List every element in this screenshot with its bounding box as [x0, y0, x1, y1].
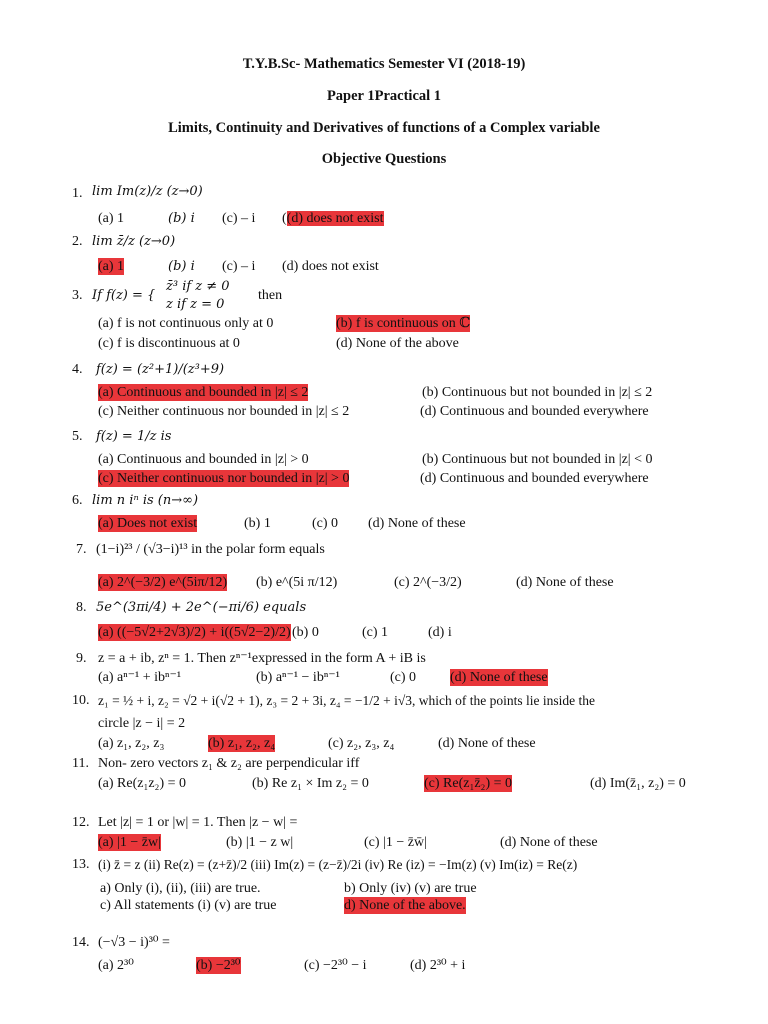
question-number: 12. — [72, 815, 90, 830]
option-b: (b) |1 − z w| — [226, 835, 294, 850]
option-b: b) Only (iv) (v) are true — [344, 881, 477, 896]
option-a: (a) 2³⁰ — [98, 958, 134, 973]
case-one: z̄³ if z ≠ 0 — [166, 279, 230, 294]
question-stem: If f(z) = { — [92, 288, 156, 303]
option-c: (c) 1 — [362, 625, 389, 640]
paper-title: Paper 1Practical 1 — [326, 88, 442, 104]
answer-highlight: (a) Does not exist — [98, 516, 198, 531]
option-b: (b) Re z₁ × Im z₂ = 0 — [252, 776, 369, 791]
option-d: (d) None of these — [500, 835, 598, 850]
option-b: (b) e^(5i π/12) — [256, 575, 338, 590]
answer-highlight: (b) −2³⁰ — [196, 958, 241, 973]
option-c: (c) – i — [222, 259, 256, 274]
question-number: 8. — [76, 600, 87, 615]
question-stem: lim n iⁿ is (n→∞) — [92, 493, 199, 508]
option-b: (b) 0 — [292, 625, 319, 640]
option-b: (b) i — [168, 211, 195, 226]
question-number: 7. — [76, 542, 87, 557]
option-c: (c) Neither continuous nor bounded in |z| ≤ 2 — [98, 404, 350, 419]
answer-highlight: (a) 2^(−3/2) e^(5iπ/12) — [98, 575, 228, 590]
case-two: z if z = 0 — [166, 297, 225, 312]
option-d: (d) does not exist — [282, 259, 379, 274]
option-d: (d) Continuous and bounded everywhere — [420, 471, 649, 486]
answer-highlight: d) None of the above. — [344, 898, 466, 913]
option-a: (a) f is not continuous only at 0 — [98, 316, 274, 331]
question-stem: Non- zero vectors z₁ & z₂ are perpendicular iff — [98, 756, 360, 771]
question-stem: z₁ = ½ + i, z₂ = √2 + i(√2 + 1), z₃ = 2 + 3i, z₄ = −1/2 + i√3, which of the points lie inside the — [98, 693, 595, 708]
topic-title: Limits, Continuity and Derivatives of functions of a Complex variable — [168, 120, 600, 136]
question-number: 6. — [72, 493, 83, 508]
answer-highlight: (d) does not exist — [286, 211, 384, 226]
option-d: (d) Im(z̄₁, z₂) = 0 — [590, 776, 686, 791]
option-c: (c) z₂, z₃, z₄ — [328, 736, 395, 751]
option-c: (c) 0 — [390, 670, 417, 685]
question-number: 2. — [72, 234, 83, 249]
option-c: (c) 0 — [312, 516, 339, 531]
option-a: (a) z₁, z₂, z₃ — [98, 736, 165, 751]
question-number: 3. — [72, 288, 83, 303]
answer-highlight: (d) None of these — [450, 670, 548, 685]
question-number: 4. — [72, 362, 83, 377]
question-stem: (1−i)²³ / (√3−i)¹³ in the polar form equals — [96, 542, 325, 557]
option-d: (d) Continuous and bounded everywhere — [420, 404, 649, 419]
option-c: (c) 2^(−3/2) — [394, 575, 462, 590]
option-d: (d) None of these — [516, 575, 614, 590]
option-b: (b) i — [168, 259, 195, 274]
question-stem: (−√3 − i)³⁰ = — [98, 935, 170, 950]
question-number: 14. — [72, 935, 90, 950]
option-a: a) Only (i), (ii), (iii) are true. — [100, 881, 261, 896]
option-d: (d) i — [428, 625, 452, 640]
option-d: (d) 2³⁰ + i — [410, 958, 466, 973]
question-stem: lim z̄/z (z→0) — [92, 234, 176, 249]
answer-highlight: (a) Continuous and bounded in |z| ≤ 2 — [98, 385, 309, 400]
option-b: (b) aⁿ⁻¹ − ibⁿ⁻¹ — [256, 670, 340, 685]
option-b: (b) Continuous but not bounded in |z| ≤ 2 — [422, 385, 653, 400]
question-stem: (i) z̄ = z (ii) Re(z) = (z+z̄)/2 (iii) Im(z) = (z−z̄)/2i (iv) Re (iz) = −Im(z) (v) Im(iz) = Re(z) — [98, 857, 578, 872]
option-c: (c) |1 − z̄w̄| — [364, 835, 427, 850]
answer-highlight: (a) ((−5√2+2√3)/2) + i((5√2−2)/2) — [98, 625, 291, 640]
option-d: (d) None of these — [438, 736, 536, 751]
option-c: (c) – i — [222, 211, 256, 226]
answer-highlight: (a) 1 — [98, 259, 125, 274]
option-d: ((d) does not exist — [282, 211, 384, 226]
question-stem-end: then — [258, 288, 283, 303]
option-c: c) All statements (i) (v) are true — [100, 898, 277, 913]
question-number: 10. — [72, 693, 90, 708]
question-stem-line2: circle |z − i| = 2 — [98, 716, 186, 731]
answer-highlight: (c) Neither continuous nor bounded in |z| > 0 — [98, 471, 350, 486]
option-c: (c) f is discontinuous at 0 — [98, 336, 240, 351]
option-b: (b) 1 — [244, 516, 271, 531]
option-c: (c) −2³⁰ − i — [304, 958, 367, 973]
question-stem: z = a + ib, zⁿ = 1. Then zⁿ⁻¹expressed in the form A + iB is — [98, 651, 426, 666]
question-number: 9. — [76, 651, 87, 666]
question-stem: 5e^(3πi/4) + 2e^(−πi/6) equals — [96, 600, 307, 615]
option-d: (d) None of the above — [336, 336, 459, 351]
answer-highlight: (b) f is continuous on ℂ — [336, 316, 471, 331]
option-a: (a) aⁿ⁻¹ + ibⁿ⁻¹ — [98, 670, 182, 685]
option-a: (a) 1 — [98, 211, 125, 226]
question-stem: f(z) = 1/z is — [96, 429, 172, 444]
option-d: (d) None of these — [368, 516, 466, 531]
answer-highlight: (a) |1 − z̄w| — [98, 835, 161, 850]
question-number: 13. — [72, 857, 90, 872]
option-b: (b) Continuous but not bounded in |z| < 0 — [422, 452, 653, 467]
answer-highlight: (b) z₁, z₂, z₄ — [208, 736, 276, 751]
question-stem: lim Im(z)/z (z→0) — [92, 184, 203, 199]
question-stem: Let |z| = 1 or |w| = 1. Then |z − w| = — [98, 815, 298, 830]
question-number: 5. — [72, 429, 83, 444]
document-title: T.Y.B.Sc- Mathematics Semester VI (2018-19) — [242, 56, 526, 72]
question-number: 1. — [72, 186, 83, 201]
option-a: (a) Re(z₁z₂) = 0 — [98, 776, 186, 791]
question-number: 11. — [72, 756, 89, 771]
option-a: (a) Continuous and bounded in |z| > 0 — [98, 452, 309, 467]
question-stem: f(z) = (z²+1)/(z³+9) — [96, 362, 225, 377]
section-title: Objective Questions — [321, 151, 447, 167]
answer-highlight: (c) Re(z₁z̄₂) = 0 — [424, 776, 512, 791]
